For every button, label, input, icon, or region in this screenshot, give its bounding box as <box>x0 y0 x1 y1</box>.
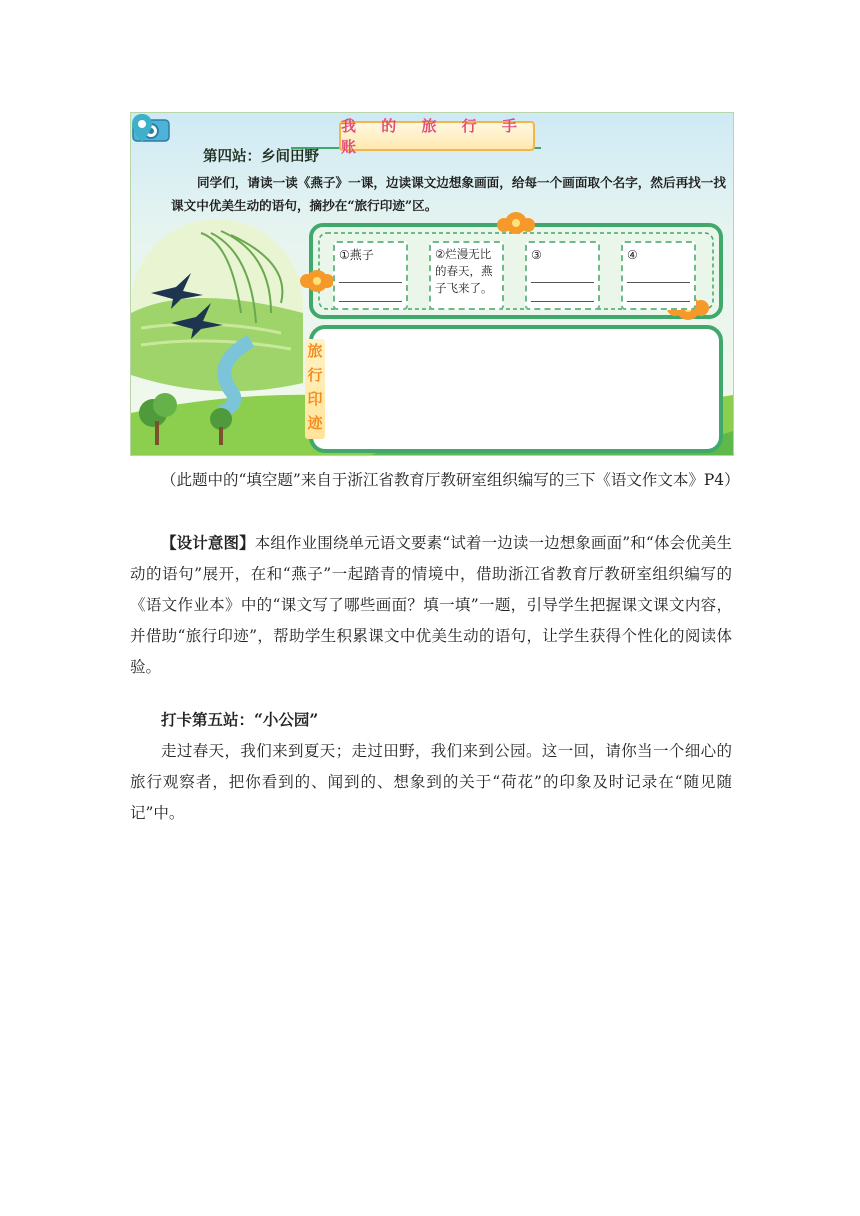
design-intent-label: 【设计意图】 <box>161 533 255 552</box>
card-1-text: ①燕子 <box>339 248 374 262</box>
picture-card-3 <box>525 241 600 310</box>
card-4-text: ④ <box>627 248 638 262</box>
travel-trace-label <box>305 339 325 439</box>
instruction-text: 同学们，请读一读《燕子》一课，边读课文边想象画面，给每一个画面取个名字，然后再找一找课文中优美生动的语句，摘抄在“旅行印迹”区。 <box>171 175 726 213</box>
figure-caption: （此题中的“填空题”来自于浙江省教育厅教研室组织编写的三下《语文作文本》P4） <box>161 471 740 489</box>
design-intent-text: 本组作业围绕单元语文要素“试着一边读一边想象画面”和“体会优美生动的语句”展开，在和“燕子”一起踏青的情境中，借助浙江省教育厅教研室组织编写的《语文作业本》中的“课文写了哪些画面？填一填”一题，引导学生把握课文课文内容，并借助“旅行印迹”，帮助学生积累课文中优美生动的语句，让学生获得个性化的阅读体验。 <box>130 534 732 676</box>
design-intent-paragraph <box>130 527 732 683</box>
station-title: 第四站：乡间田野 <box>203 149 319 165</box>
side-label-char-3: 印 <box>307 390 323 408</box>
side-label-char-1: 旅 <box>307 342 323 360</box>
card-2-text: ②烂漫无比的春天，燕子飞来了。 <box>435 247 493 295</box>
journal-title: 我 的 旅 行 手 账 <box>339 121 535 151</box>
picture-card-4 <box>621 241 696 310</box>
side-label-char-4: 迹 <box>307 414 323 432</box>
side-label-char-2: 行 <box>307 366 323 384</box>
card-3-text: ③ <box>531 248 542 262</box>
station5-heading: 打卡第五站：“小公园” <box>161 710 319 729</box>
station5-text: 走过春天，我们来到夏天；走过田野，我们来到公园。这一回，请你当一个细心的旅行观察者，把你看到的、闻到的、想象到的关于“荷花”的印象及时记录在“随见随记”中。 <box>130 742 732 822</box>
travel-journal-figure <box>130 112 734 456</box>
picture-card-1 <box>333 241 408 310</box>
location-pin-icon <box>131 113 153 143</box>
picture-card-2 <box>429 241 504 310</box>
